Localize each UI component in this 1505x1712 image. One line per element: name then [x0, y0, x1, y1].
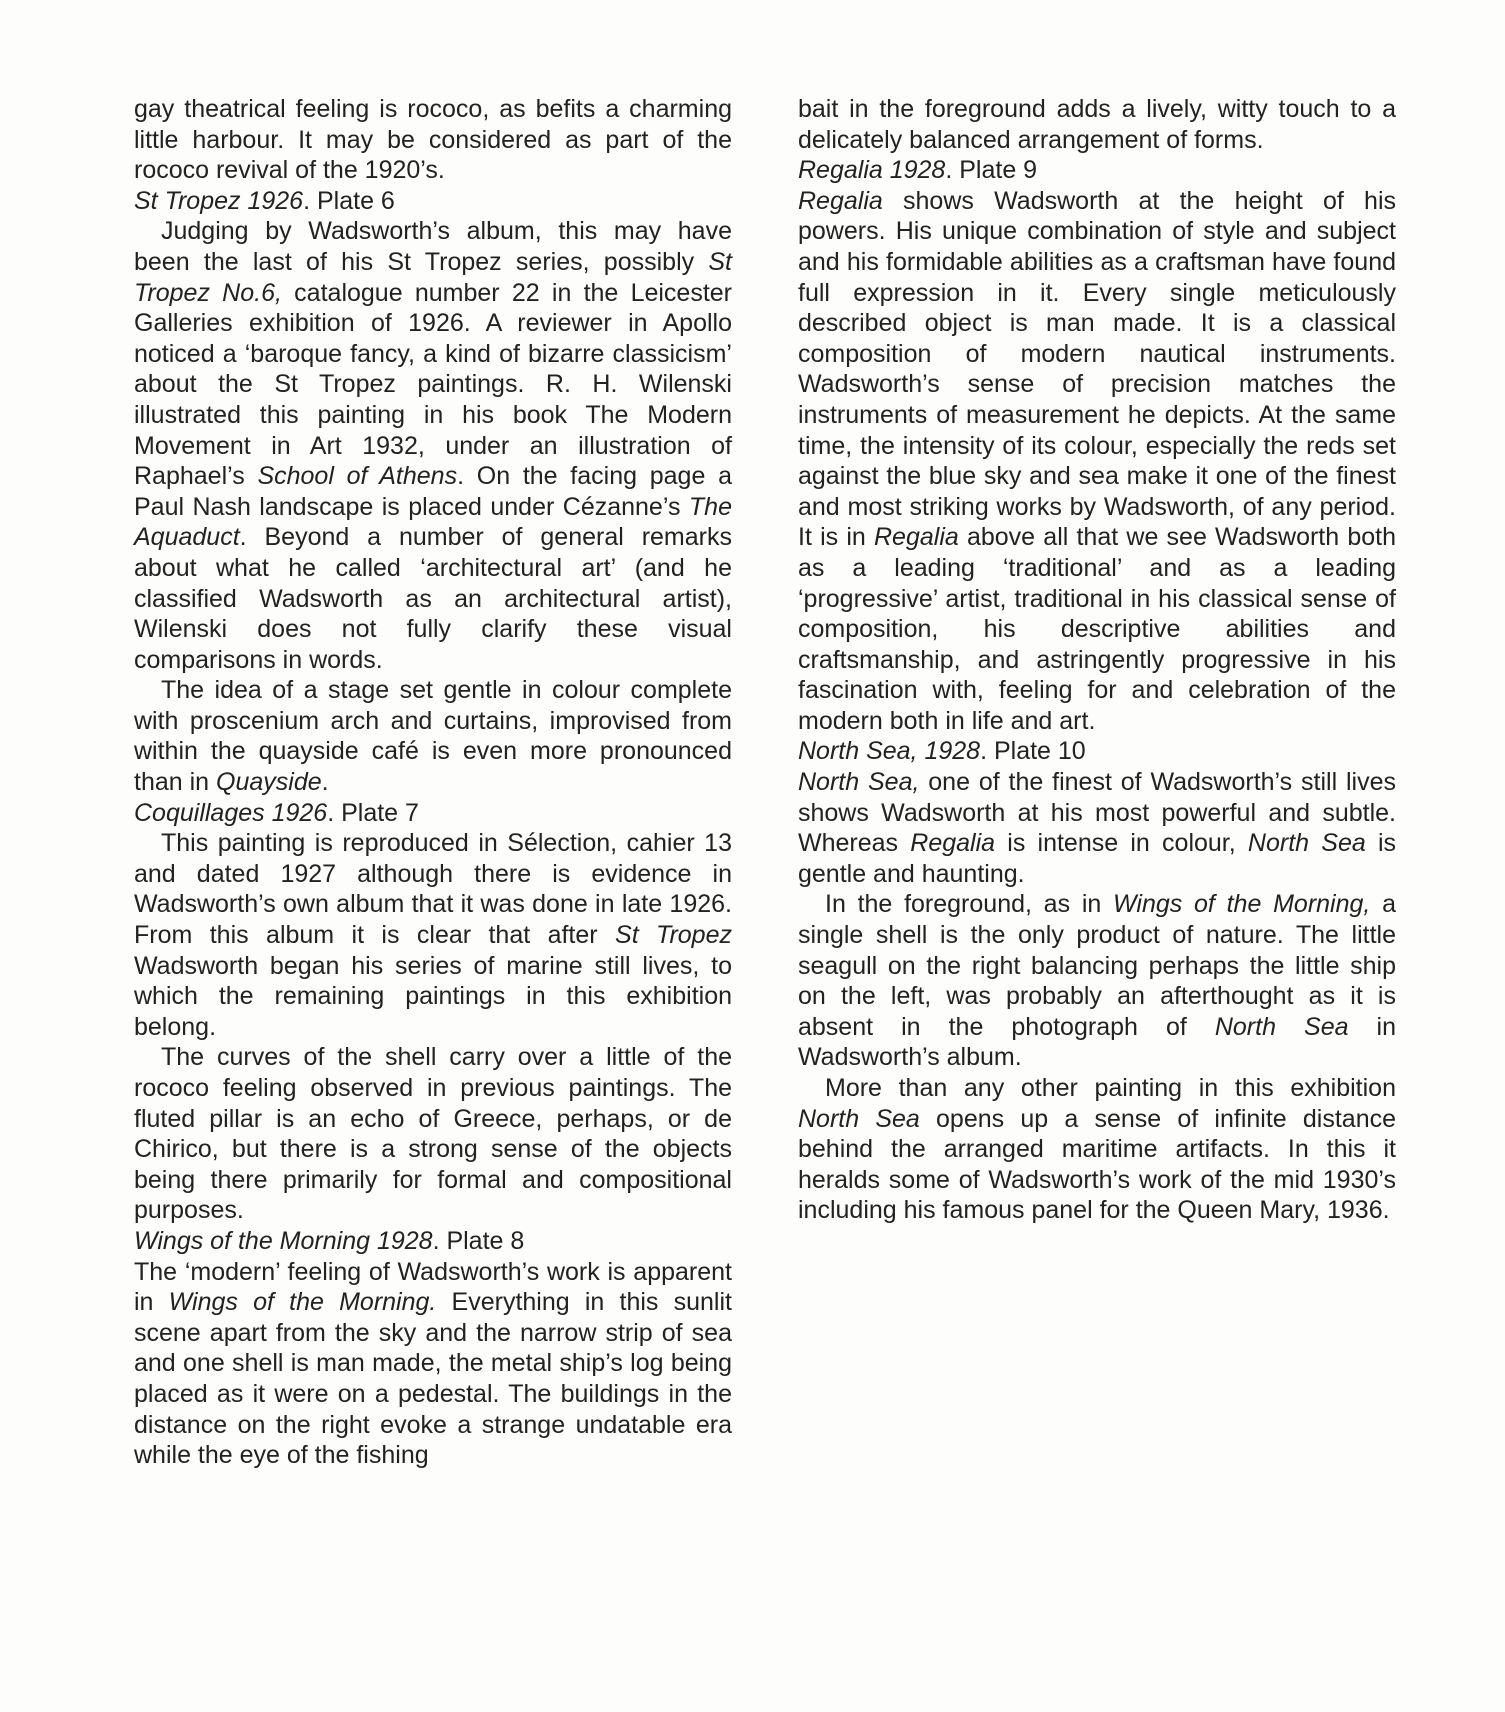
italic-text: North Sea: [1247, 829, 1366, 858]
paragraph: [798, 186, 1396, 737]
paragraph: [134, 1257, 732, 1471]
italic-text: North Sea,: [798, 768, 920, 797]
text-run: is gentle and haunting.: [798, 829, 1397, 888]
text-run: opens up a sense of infinite distance behind the arranged maritime artifacts. In this it heralds some of Wadsworth’s work of the mid 1930’s including his famous panel for the Queen Mary, 1936.: [798, 1104, 1397, 1225]
text-run: . On the facing page a Paul Nash landscape is placed under Cézanne’s: [134, 462, 732, 521]
text-run: . Plate 10: [980, 737, 1086, 766]
paragraph: [798, 94, 1396, 155]
text-run: catalogue number 22 in the Leicester Galleries exhibition of 1926. A reviewer in Apollo noticed a ‘baroque fancy, a kind of bizarre classicism’ about the St Tropez paintings. R. H. Wilenski illustrated this painting in his book The Modern Movement in Art 1932, under an illustration of Raphael’s: [134, 278, 733, 491]
text-run: Wadsworth began his series of marine still lives, to which the remaining paintings in this exhibition belong.: [134, 951, 732, 1041]
left-column: [134, 94, 732, 1471]
paragraph: [134, 828, 732, 1042]
italic-text: North Sea: [1214, 1012, 1349, 1041]
text-run: . Plate 9: [945, 156, 1038, 185]
italic-text: The Aquaduct: [134, 492, 732, 552]
text-run: a single shell is the only product of nature. The little seagull on the right balancing perhaps the little ship on the left, was probably an afterthought as it is absent in the photograph of: [798, 890, 1397, 1041]
italic-text: Regalia 1928: [798, 156, 946, 185]
italic-text: School of Athens: [257, 462, 458, 491]
italic-text: Coquillages 1926: [134, 798, 328, 827]
text-run: The curves of the shell carry over a little of the rococo feeling observed in previous paintings. The fluted pillar is an echo of Greece, perhaps, or de Chirico, but there is a strong sense of the objects being there primarily for formal and compositional purposes.: [134, 1043, 732, 1225]
italic-text: St Tropez: [615, 921, 732, 950]
section-heading: [798, 155, 1396, 186]
italic-text: North Sea, 1928: [798, 737, 981, 766]
paragraph: [798, 1073, 1396, 1226]
italic-text: Wings of the Morning.: [168, 1288, 437, 1317]
text-run: is intense in colour,: [995, 829, 1248, 858]
paragraph: [798, 767, 1396, 889]
text-run: Judging by Wadsworth’s album, this may have been the last of his St Tropez series, possibly: [134, 217, 732, 276]
section-heading: [798, 736, 1396, 767]
text-run: one of the finest of Wadsworth’s still lives shows Wadsworth at his most powerful and subtle. Whereas: [798, 768, 1396, 858]
italic-text: St Tropez No.6,: [134, 247, 732, 307]
paragraph: [798, 889, 1396, 1073]
section-heading: [134, 798, 732, 829]
text-run: above all that we see Wadsworth both as a leading ‘traditional’ and as a leading ‘progressive’ artist, traditional in his classical sense of composition, his descriptive abilities and craftsmanship, and astringently progressive in his fascination with, feeling for and celebration of the modern both in life and art.: [798, 523, 1396, 735]
section-heading: [134, 1226, 732, 1257]
text-run: . Beyond a number of general remarks about what he called ‘architectural art’ (and he classified Wadsworth as an architectural artist), Wilenski does not fully clarify these visual comparisons in words.: [134, 523, 732, 674]
text-run: .: [321, 768, 329, 797]
text-run: . Plate 6: [303, 186, 395, 215]
text-run: The idea of a stage set gentle in colour complete with proscenium arch and curtains, improvised from within the quayside café is even more pronounced than in: [134, 676, 732, 797]
section-heading: [134, 186, 732, 217]
text-run: In the foreground, as in: [825, 890, 1114, 919]
right-column: [798, 94, 1396, 1226]
text-run: More than any other painting in this exhibition: [825, 1074, 1396, 1102]
paragraph: [134, 216, 732, 675]
italic-text: Regalia: [798, 186, 883, 215]
paragraph: [134, 1042, 732, 1226]
italic-text: North Sea: [798, 1104, 920, 1133]
text-run: in Wadsworth’s album.: [798, 1012, 1397, 1072]
text-run: bait in the foreground adds a lively, witty touch to a delicately balanced arrangement of forms.: [798, 95, 1396, 154]
italic-text: Wings of the Morning,: [1113, 890, 1371, 919]
italic-text: Wings of the Morning 1928: [134, 1226, 433, 1255]
text-run: gay theatrical feeling is rococo, as befits a charming little harbour. It may be considered as part of the rococo revival of the 1920’s.: [134, 95, 732, 185]
paragraph: [134, 675, 732, 797]
text-run: This painting is reproduced in Sélection, cahier 13 and dated 1927 although there is evidence in Wadsworth’s own album that it was done in late 1926. From this album it is clear that after: [134, 829, 732, 950]
italic-text: St Tropez 1926: [134, 186, 304, 215]
text-run: . Plate 7: [327, 798, 419, 827]
italic-text: Regalia: [874, 523, 959, 552]
paragraph: [134, 94, 732, 186]
italic-text: Quayside: [216, 768, 322, 797]
text-run: Everything in this sunlit scene apart from the sky and the narrow strip of sea and one shell is man made, the metal ship’s log being placed as it were on a pedestal. The buildings in the distance on the right evoke a strange undatable era while the eye of the fishing: [134, 1288, 732, 1470]
text-run: shows Wadsworth at the height of his powers. His unique combination of style and subject and his formidable abilities as a craftsman have found full expression in it. Every single meticulously described object is man made. It is a classical composition of modern nautical instruments. Wadsworth’s sense of precision matches the instruments of measurement he depicts. At the same time, the intensity of its colour, especially the reds set against the blue sky and sea make it one of the finest and most striking works by Wadsworth, of any period. It is in: [798, 186, 1396, 552]
italic-text: Regalia: [910, 829, 996, 858]
text-run: . Plate 8: [432, 1226, 525, 1255]
text-run: The ‘modern’ feeling of Wadsworth’s work is apparent in: [134, 1257, 732, 1317]
